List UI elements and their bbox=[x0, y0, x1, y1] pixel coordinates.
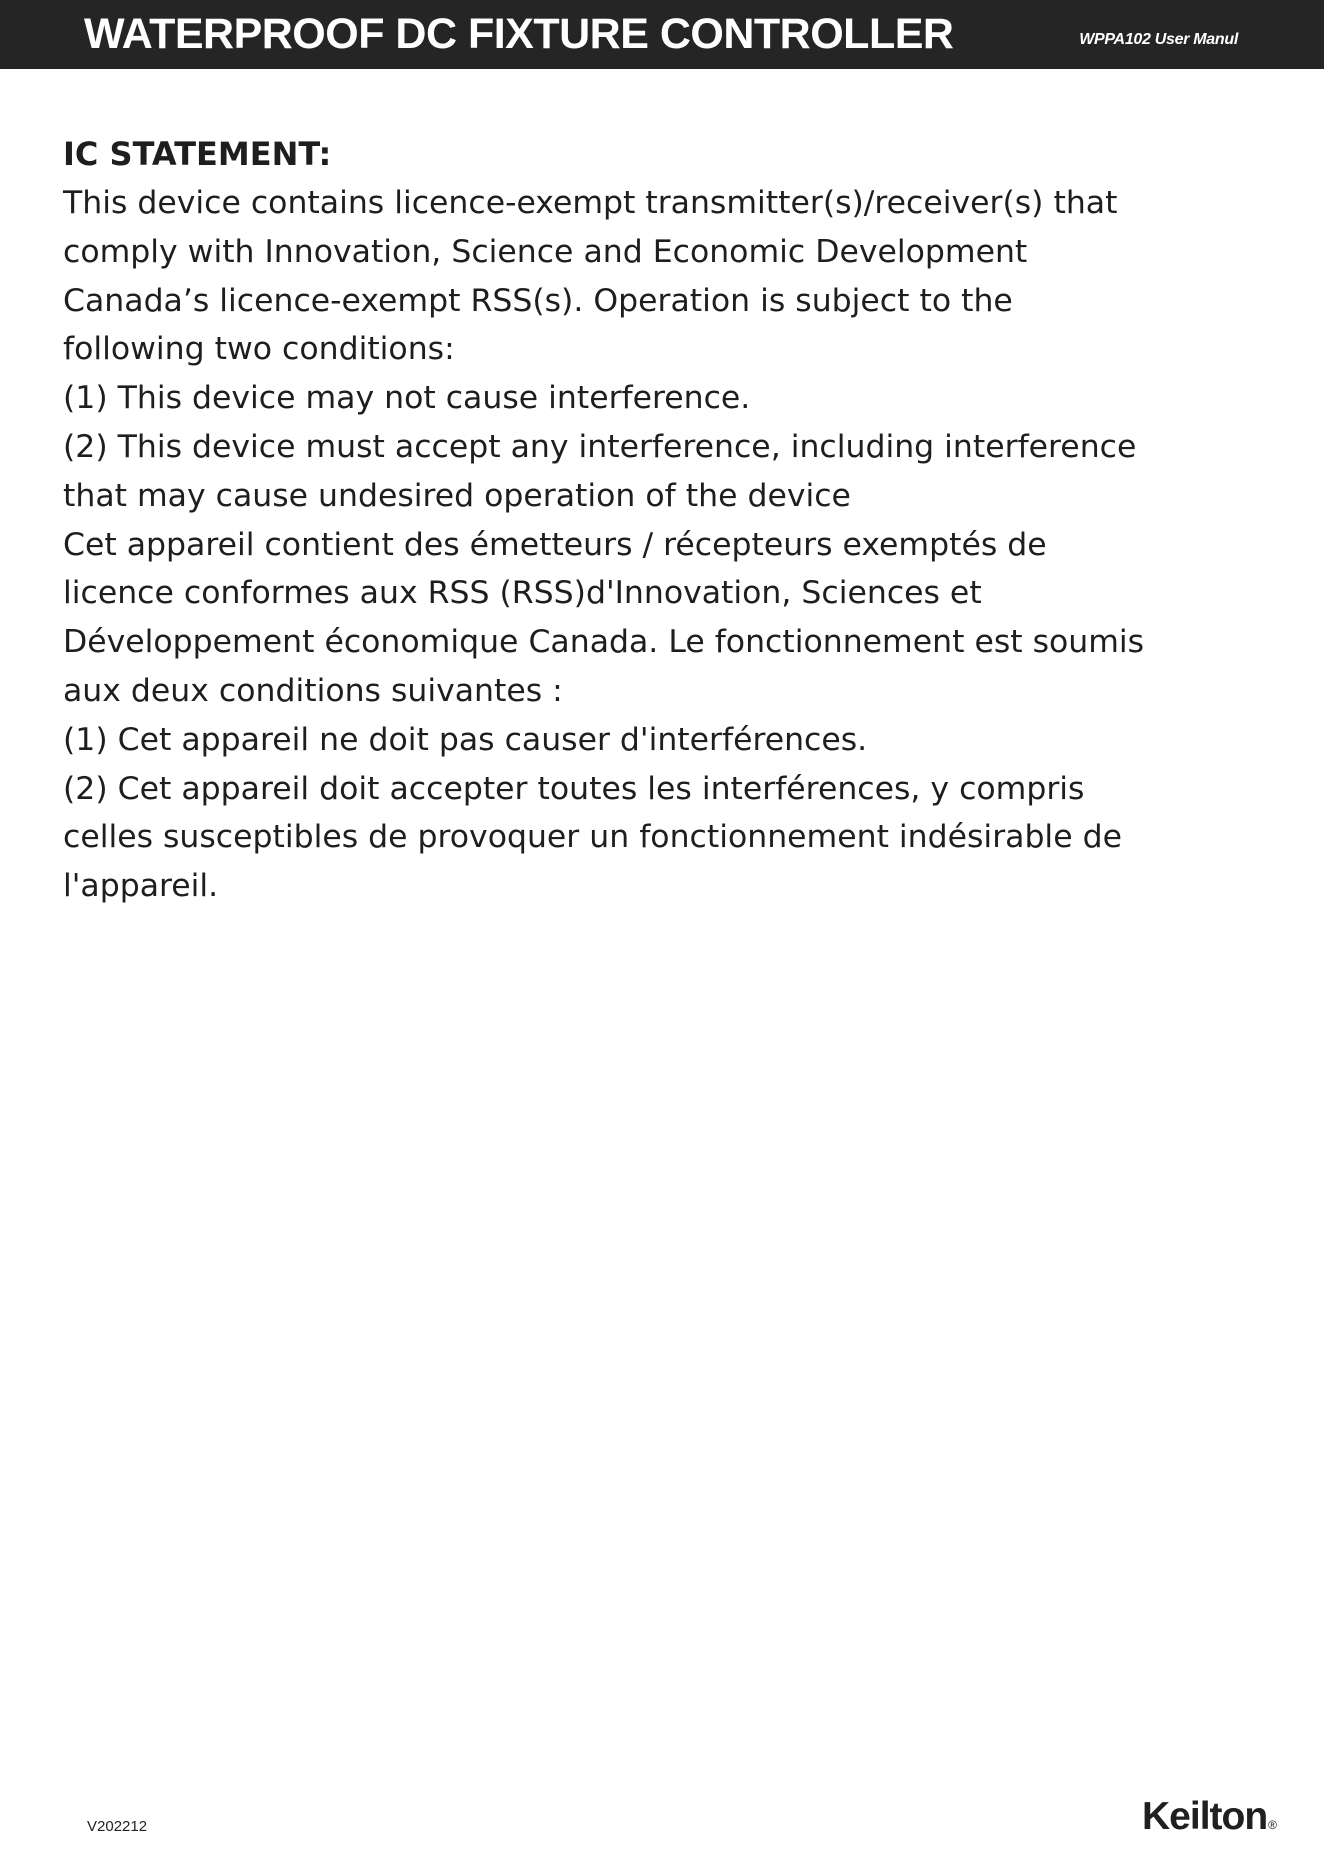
body-line: celles susceptibles de provoquer un fonctionnement indésirable de bbox=[63, 819, 1122, 856]
body-line: Cet appareil contient des émetteurs / récepteurs exemptés de bbox=[63, 526, 1047, 563]
body-line: Développement économique Canada. Le fonctionnement est soumis bbox=[63, 624, 1145, 661]
version-label: V202212 bbox=[87, 1818, 148, 1835]
document-title: WATERPROOF DC FIXTURE CONTROLLER bbox=[84, 10, 954, 58]
section-heading: IC STATEMENT: bbox=[63, 135, 332, 173]
document-subtitle: WPPA102 User Manul bbox=[1079, 31, 1238, 48]
body-line: following two conditions: bbox=[63, 331, 455, 368]
body-line: aux deux conditions suivantes : bbox=[63, 672, 563, 709]
registered-mark: ® bbox=[1268, 1818, 1278, 1832]
ic-statement-section bbox=[63, 130, 1283, 911]
body-line: (1) Cet appareil ne doit pas causer d'interférences. bbox=[63, 721, 868, 758]
page-header bbox=[0, 0, 1324, 69]
body-line: (2) This device must accept any interference, including interference bbox=[63, 428, 1137, 465]
brand-name: Keilton bbox=[1142, 1795, 1268, 1838]
body-line: This device contains licence-exempt transmitter(s)/receiver(s) that bbox=[63, 185, 1118, 221]
body-line: (2) Cet appareil doit accepter toutes les interférences, y compris bbox=[63, 770, 1085, 807]
body-line: licence conformes aux RSS (RSS)d'Innovation, Sciences et bbox=[63, 575, 982, 612]
body-line: comply with Innovation, Science and Economic Development bbox=[63, 233, 1028, 270]
body-line: Canada’s licence-exempt RSS(s). Operation is subject to the bbox=[63, 282, 1013, 319]
body-line: (1) This device may not cause interference. bbox=[63, 380, 751, 417]
body-line: l'appareil. bbox=[63, 868, 219, 905]
brand-logo bbox=[1142, 1797, 1277, 1837]
body-line: that may cause undesired operation of the device bbox=[63, 477, 851, 514]
